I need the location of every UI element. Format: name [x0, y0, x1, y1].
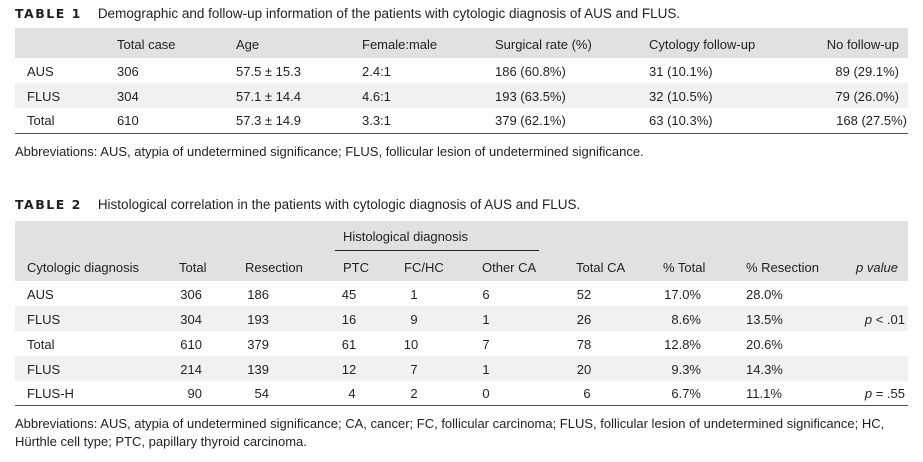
table1-footnote: Abbreviations: AUS, atypia of undetermined significance; FLUS, follicular lesion of undetermined significance. [15, 144, 644, 159]
table2-label: TABLE 2 [15, 197, 82, 212]
table1-cell: 79 (26.0%) [835, 89, 899, 104]
table1-header-cytology-follow-up: Cytology follow-up [649, 37, 756, 52]
table2-cell: 6 [482, 287, 490, 302]
table2-cell: 139 [247, 362, 269, 377]
p-symbol: p [864, 312, 873, 327]
table1-cell: 4.6:1 [362, 89, 391, 104]
table2-cell: 61 [341, 337, 357, 352]
table1-cell: 304 [117, 89, 139, 104]
table2-cell: 214 [180, 362, 202, 377]
table2-cell: 7 [482, 337, 490, 352]
table2-cell: FLUS-H [27, 386, 74, 401]
table2-cell: 1 [410, 287, 418, 302]
table1-cell: AUS [27, 64, 54, 79]
table2-cell: 78 [576, 337, 592, 352]
table2-cell: 186 [247, 287, 269, 302]
table2-header-p-value: p value [856, 260, 898, 275]
table2-cell: 12 [341, 362, 357, 377]
table1-cell: 31 (10.1%) [649, 64, 713, 79]
table2-cell: 12.8% [664, 337, 701, 352]
table2-cell: 16 [341, 312, 357, 327]
table2-bottom-rule [15, 405, 908, 406]
table2-cell: 28.0% [746, 287, 783, 302]
table2-footnote: Abbreviations: AUS, atypia of undetermined significance; CA, cancer; FC, follicular carcinoma; FLUS, follicular lesion of undetermined significance; HC, Hürthle cell type; PTC, papillary thyroid carcinoma. [15, 416, 885, 449]
table2-cell: 10 [403, 337, 419, 352]
table1-bottom-rule [15, 133, 908, 134]
table2-cell: FLUS [27, 312, 61, 327]
table2-cell: 13.5% [746, 312, 783, 327]
table2-cell: 20.6% [746, 337, 783, 352]
table1-cell: 168 (27.5%) [836, 113, 907, 128]
table2-header-fc-hc: FC/HC [404, 260, 444, 275]
table1-header-no-follow-up: No follow-up [826, 37, 899, 52]
table2-cell: 17.0% [664, 287, 701, 302]
table2-cell: 4 [348, 386, 356, 401]
table2-cell: 9.3% [671, 362, 701, 377]
table1-title: Demographic and follow-up information of the patients with cytologic diagnosis of AUS and FLUS. [97, 6, 681, 21]
table1-cell: FLUS [27, 89, 61, 104]
table2-cell: 7 [410, 362, 418, 377]
table2-cell: 1 [482, 312, 490, 327]
table1-cell: 63 (10.3%) [649, 113, 713, 128]
table2-cell: 306 [180, 287, 202, 302]
table1-cell: 57.3 ± 14.9 [236, 113, 301, 128]
p-value-text: = .55 [872, 386, 905, 401]
table2-cell: 9 [410, 312, 418, 327]
table2-cell: AUS [27, 287, 54, 302]
table1-cell: 89 (29.1%) [835, 64, 899, 79]
table2-cell: 193 [247, 312, 269, 327]
table1-cell: 186 (60.8%) [495, 64, 566, 79]
table2-cell: 52 [576, 287, 592, 302]
table1-header-total-case: Total case [117, 37, 176, 52]
table1-caption [15, 6, 680, 21]
table2-header-pct-resection: % Resection [746, 260, 819, 275]
table1-header-surgical-rate: Surgical rate (%) [495, 37, 592, 52]
table2-header-other-ca: Other CA [482, 260, 537, 275]
table2-header-total: Total [179, 260, 207, 275]
p-symbol: p [864, 386, 873, 401]
p-value-text: < .01 [872, 312, 905, 327]
table2-header-pct-total: % Total [663, 260, 706, 275]
table1-row-stripe [15, 83, 908, 108]
table1-header-age: Age [236, 37, 260, 52]
table2-header-cytologic-diagnosis: Cytologic diagnosis [27, 260, 140, 275]
table2-cell: 14.3% [746, 362, 783, 377]
table1-cell: 32 (10.5%) [649, 89, 713, 104]
table2-group-header: Histological diagnosis [343, 229, 469, 244]
table2-cell: 1 [482, 362, 490, 377]
table2-cell: 26 [576, 312, 592, 327]
table2-cell: 11.1% [746, 386, 782, 401]
table2-cell: 20 [576, 362, 592, 377]
table2-header-resection: Resection [245, 260, 303, 275]
table2-p-value [865, 387, 905, 400]
table2-cell: 0 [482, 386, 490, 401]
table2-cell: 54 [254, 386, 269, 401]
table1-cell: 306 [117, 64, 139, 79]
table1-cell: 57.5 ± 15.3 [236, 64, 301, 79]
table2-cell: FLUS [27, 362, 61, 377]
table2-cell: 6 [583, 386, 591, 401]
table2-title: Histological correlation in the patients with cytologic diagnosis of AUS and FLUS. [97, 197, 581, 212]
table2-cell: 304 [180, 312, 202, 327]
table1-header-female-male: Female:male [362, 37, 438, 52]
table2-cell: 45 [341, 287, 357, 302]
table2-cell: 6.7% [671, 386, 701, 401]
table1-label: TABLE 1 [15, 6, 82, 21]
table2-p-value [865, 313, 905, 326]
table1-cell: 193 (63.5%) [495, 89, 566, 104]
table2-cell: 90 [187, 386, 202, 401]
table1-cell: 610 [117, 113, 139, 128]
table1-cell: 379 (62.1%) [495, 113, 566, 128]
table2-cell: 610 [180, 337, 202, 352]
table1-cell: Total [27, 113, 55, 128]
table2-cell: 379 [247, 337, 269, 352]
table2-cell: 8.6% [671, 312, 701, 327]
table2-header-ptc: PTC [343, 260, 369, 275]
table2-cell: 2 [410, 386, 418, 401]
table1-cell: 3.3:1 [362, 113, 391, 128]
table2-caption [15, 197, 580, 212]
table1-cell: 57.1 ± 14.4 [236, 89, 301, 104]
table2-header-total-ca: Total CA [576, 260, 626, 275]
table2-cell: Total [27, 337, 55, 352]
table2-group-rule [335, 250, 539, 251]
table1-cell: 2.4:1 [362, 64, 391, 79]
